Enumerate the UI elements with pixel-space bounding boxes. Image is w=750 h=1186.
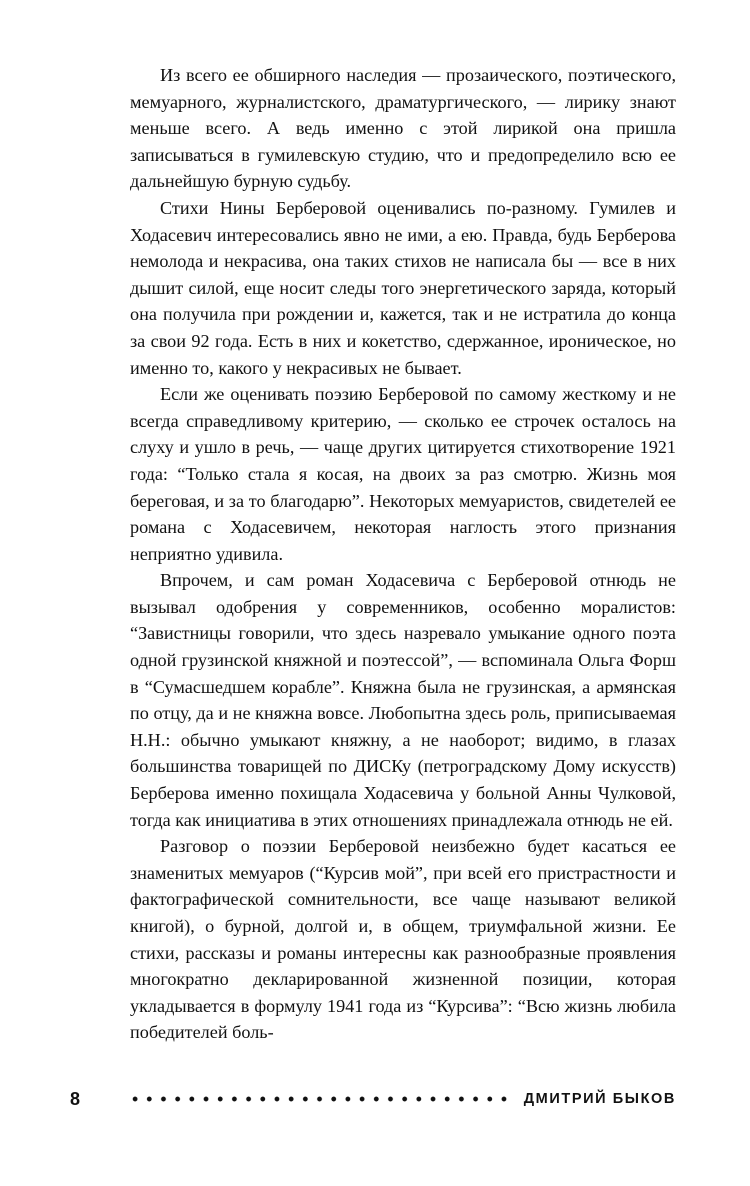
paragraph: Из всего ее обширного наследия — прозаического, поэтического, мемуарного, журналистского, драматургического, — лирику знают меньше всего. А ведь именно с этой лирикой она пришла записываться в гумилевскую студию, что и предопределило всю ее дальнейшую бурную судьбу. bbox=[130, 65, 676, 192]
paragraph: Разговор о поэзии Берберовой неизбежно будет касаться ее знаменитых мемуаров (“Курсив мой”, при всей его пристрастности и фактографической сомнительности, все чаще называют великой книгой), о бурной, долгой и, в общем, триумфальной жизни. Ее стихи, рассказы и романы интересны как разнообразные проявления многократно декларированной жизненной позиции, которая укладывается в формулу 1941 года из “Курсива”: “Всю жизнь любила победителей боль- bbox=[130, 836, 676, 1043]
running-head-author: ДМИТРИЙ БЫКОВ bbox=[523, 1091, 676, 1107]
paragraph: Стихи Нины Берберовой оценивались по-разному. Гумилев и Ходасевич интересовались явно не ими, а ею. Правда, будь Берберова немолода и некрасива, она таких стихов не написала бы — все в них дышит силой, еще носит следы того энергетического заряда, который она получила при рождении и, кажется, так и не истратила до конца за свои 92 года. Есть в них и кокетство, сдержанное, ироническое, но именно то, какого у некрасивых не бывает. bbox=[130, 197, 676, 378]
page-footer bbox=[70, 1086, 676, 1112]
body-text bbox=[130, 62, 676, 1046]
paragraph: Впрочем, и сам роман Ходасевича с Берберовой отнюдь не вызывал одобрения у современников, особенно моралистов: “Завистницы говорили, что здесь назревало умыкание одного поэта одной грузинской княжной и поэтессой”, — вспоминала Ольга Форш в “Сумасшедшем корабле”. Княжна была не грузинская, а армянская по отцу, да и не княжна вовсе. Любопытна здесь роль, приписываемая Н.Н.: обычно умыкают княжну, а не наоборот; видимо, в глазах большинства товарищей по ДИСКу (петроградскому Дому искусств) Берберова именно похищала Ходасевича у больной Анны Чулковой, тогда как инициатива в этих отношениях принадлежала отнюдь не ей. bbox=[130, 570, 676, 830]
dotted-rule bbox=[128, 1096, 510, 1102]
paragraph: Если же оценивать поэзию Берберовой по самому жесткому и не всегда справедливому критерию, — сколько ее строчек осталось на слуху и ушло в речь, — чаще других цитируется стихотворение 1921 года: “Только стала я косая, на двоих за раз смотрю. Жизнь моя береговая, и за то благодарю”. Некоторых мемуаристов, свидетелей ее романа с Ходасевичем, некоторая наглость этого признания неприятно удивила. bbox=[130, 384, 676, 564]
page-number: 8 bbox=[70, 1088, 81, 1109]
